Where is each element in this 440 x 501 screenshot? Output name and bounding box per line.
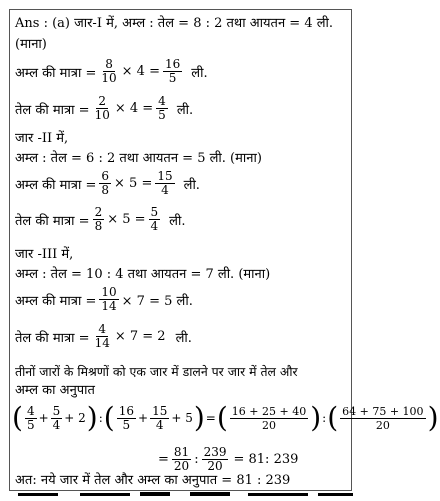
label: तेल की मात्रा = <box>15 102 90 118</box>
multiplier: × 4 = <box>121 64 160 79</box>
answer-line-1: Ans : (a) जार-I में, अम्ल : तेल = 8 : 2 तथा आयतन = 4 ली. <box>15 16 334 31</box>
mix-line-1: तीनों जारों के मिश्रणों को एक जार में डालने पर जार में तेल और <box>15 364 298 379</box>
result-fraction: $\frac{5}{4}$ <box>150 205 159 233</box>
fraction: $\frac{2}{10}$ <box>94 94 110 122</box>
fraction: $\frac{10}{14}$ <box>101 285 117 313</box>
oil-jar2-row <box>15 206 186 233</box>
label: अम्ल की मात्रा = <box>15 177 97 193</box>
fraction: $\frac{4}{5}$ <box>26 403 35 432</box>
unit: ली. <box>175 330 192 346</box>
result-fraction: $\frac{15}{4}$ <box>157 169 173 197</box>
jar2-heading: जार -II में, <box>15 131 69 146</box>
fraction: $\frac{5}{4}$ <box>52 403 61 432</box>
fraction: $\frac{239}{20}$ <box>203 445 227 473</box>
oil-jar3-row <box>15 323 192 350</box>
multiplier: × 4 = <box>114 101 154 116</box>
ratio-equation-1: ( $\frac{4}{5}$ + $\frac{5}{4}$ + 2 ) : ( $\frac{16}{5}$ + $\frac{15}{4}$ + 5 ) = ( $\frac{16 + 25 + 40}{20}$ ) : ( $\frac{64 + 75 + 100}{20}$ ) <box>12 401 439 434</box>
jar3-ratio: अम्ल : तेल = 10 : 4 तथा आयतन = 7 ली. (माना) <box>15 267 271 282</box>
acid-jar1-row <box>15 58 208 85</box>
oil-jar1-row <box>15 95 193 122</box>
final-answer: अत: नये जार में तेल और अम्ल का अनुपात = 81 : 239 <box>15 473 291 488</box>
label: तेल की मात्रा = <box>15 330 90 346</box>
label: अम्ल की मात्रा = <box>15 65 97 81</box>
fraction: $\frac{64 + 75 + 100}{20}$ <box>342 404 424 432</box>
mix-line-2: अम्ल का अनुपात <box>15 383 95 398</box>
result-fraction: $\frac{4}{5}$ <box>158 94 166 122</box>
label: अम्ल की मात्रा = <box>15 293 97 309</box>
fraction: $\frac{81}{20}$ <box>173 445 190 473</box>
unit: ली. <box>169 213 186 229</box>
fraction: $\frac{8}{10}$ <box>101 57 117 85</box>
fraction: $\frac{16}{5}$ <box>118 403 134 432</box>
multiplier: × 7 = 5 ली. <box>121 293 193 309</box>
acid-jar3-row <box>15 286 193 313</box>
answer-card <box>9 9 439 491</box>
result-fraction: $\frac{16}{5}$ <box>164 57 181 85</box>
unit: ली. <box>191 65 208 81</box>
multiplier: × 5 = <box>114 176 153 191</box>
cut-off-next-question <box>0 491 440 501</box>
ratio-equation-2: = $\frac{81}{20}$ : $\frac{239}{20}$ = 81: 239 <box>158 445 299 473</box>
unit: ली. <box>176 102 194 118</box>
fraction: $\frac{4}{14}$ <box>94 322 110 350</box>
fraction: $\frac{16 + 25 + 40}{20}$ <box>231 404 307 432</box>
acid-jar2-row <box>15 170 200 197</box>
fraction: $\frac{2}{8}$ <box>94 205 103 233</box>
fraction: $\frac{6}{8}$ <box>101 169 110 197</box>
answer-line-2: (माना) <box>15 37 47 52</box>
jar3-heading: जार -III में, <box>15 247 74 262</box>
multiplier: × 5 = <box>107 212 146 227</box>
label: तेल की मात्रा = <box>15 213 90 229</box>
jar2-ratio: अम्ल : तेल = 6 : 2 तथा आयतन = 5 ली. (माना) <box>15 151 262 166</box>
unit: ली. <box>183 177 200 193</box>
multiplier: × 7 = 2 <box>114 329 166 344</box>
fraction: $\frac{15}{4}$ <box>152 403 168 432</box>
